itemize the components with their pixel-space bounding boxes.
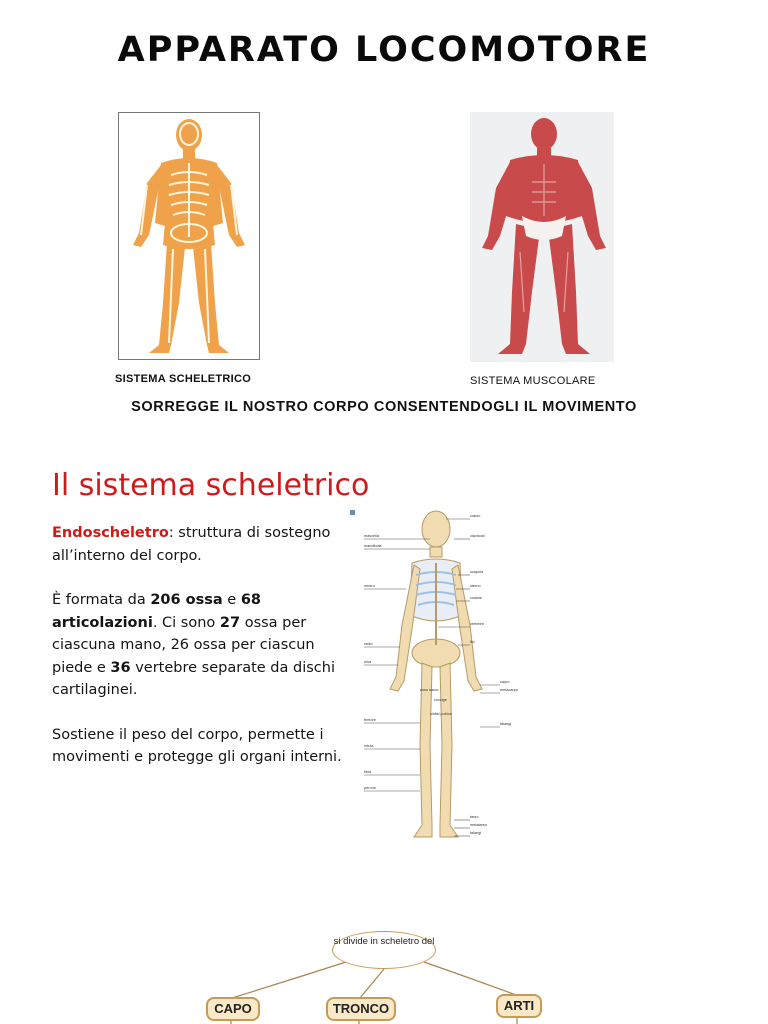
bold-text: 36 (110, 659, 131, 676)
diagram-label: clavicola (470, 534, 485, 538)
diagram-label: cranio (470, 514, 481, 518)
diagram-label: falangi (500, 722, 512, 726)
bold-text: 206 ossa (150, 592, 223, 608)
text: ossa per ciascuna mano, 26 ossa per ciascun piede e (52, 614, 315, 676)
diagram-label: mascella (364, 534, 379, 538)
diagram-label: rotula (364, 744, 374, 748)
text: È formata da (52, 592, 151, 608)
diagram-label: radio (364, 642, 373, 646)
diagram-label: coccige (434, 698, 447, 702)
paragraph-function: Sostiene il peso del corpo, permette i movimenti e protegge gli organi interni. (52, 726, 342, 765)
bold-text: 27 (219, 614, 241, 631)
section-title: Il sistema scheletrico (52, 468, 370, 503)
diagram-label: tibia (364, 770, 371, 774)
concept-node-tronco: TRONCO (326, 997, 396, 1021)
concept-node-capo: CAPO (206, 997, 260, 1021)
diagram-label: metatarso (470, 823, 487, 827)
diagram-label: falangi (470, 831, 482, 835)
diagram-label: sterno (470, 584, 481, 588)
diagram-label: mandibola (364, 544, 382, 548)
diagram-label: costole (470, 596, 483, 600)
diagram-label: tarso (470, 815, 479, 819)
concept-map-root: si divide in scheletro del (332, 931, 436, 969)
diagram-label: ilio (470, 640, 475, 644)
text: . Ci sono (152, 614, 220, 631)
paragraph-text: : struttura di sostegno all’interno del corpo. (52, 525, 331, 564)
concept-node-arti: ARTI (496, 994, 542, 1018)
bold-text: 68 articolazioni (52, 592, 261, 631)
muscle-caption: SISTEMA MUSCOLARE (470, 375, 596, 387)
term-endoscheletro: Endoscheletro (52, 525, 169, 541)
diagram-label: perone (364, 786, 376, 790)
diagram-label: vertebre (470, 622, 484, 626)
diagram-label: metacarpo (500, 688, 518, 692)
tagline: SORREGGE IL NOSTRO CORPO CONSENTENDOGLI IL MOVIMENTO (131, 399, 637, 415)
diagram-label: scapola (470, 570, 484, 574)
skeleton-caption: SISTEMA SCHELETRICO (115, 373, 252, 385)
diagram-label: ulna (364, 660, 372, 664)
diagram-label: osso sacro (420, 688, 439, 692)
page-title: APPARATO LOCOMOTORE (117, 30, 651, 70)
text: e (222, 592, 241, 608)
text: vertebre separate da dischi cartilaginei. (52, 659, 335, 698)
diagram-label: omero (364, 584, 375, 588)
diagram-label: carpo (500, 680, 510, 684)
diagram-label: femore (364, 718, 376, 722)
diagram-label: sinfisi pubica (430, 712, 452, 716)
